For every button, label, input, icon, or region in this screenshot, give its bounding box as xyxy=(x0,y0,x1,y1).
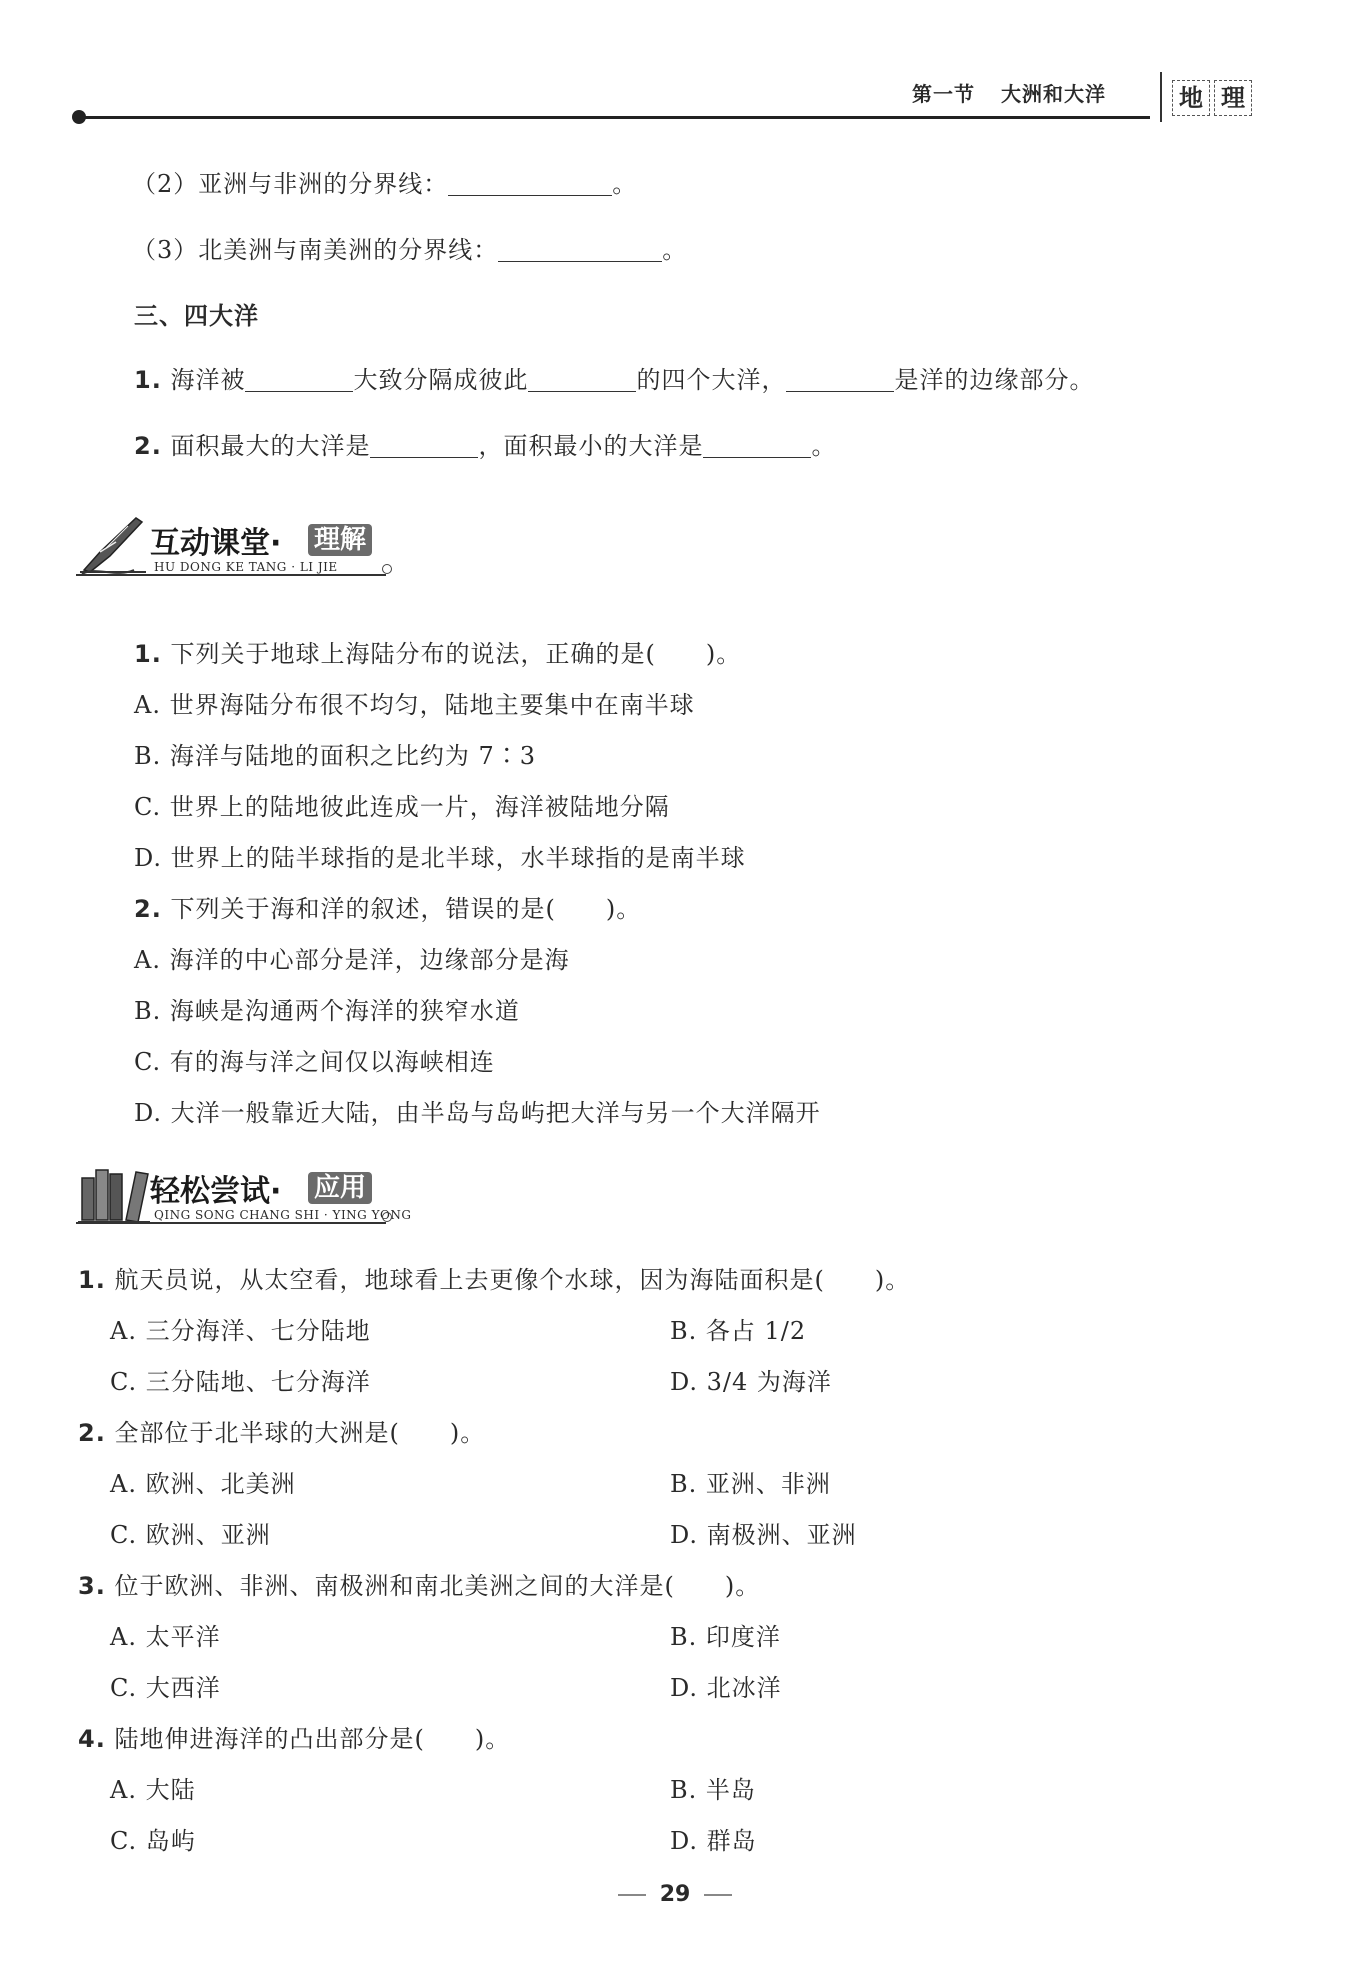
qingsong-q4-option-b[interactable]: B. 半岛 xyxy=(670,1776,756,1804)
qingsong-q4-stem: 4. 陆地伸进海洋的凸出部分是( )。 xyxy=(78,1725,511,1753)
section-label: 第一节 xyxy=(912,82,975,106)
hudong-q1-option-c[interactable]: C. 世界上的陆地彼此连成一片，海洋被陆地分隔 xyxy=(134,793,670,821)
section-title-oceans: 三、四大洋 xyxy=(134,302,259,330)
banner-title: 互动课堂· xyxy=(150,526,282,561)
hudong-q1-option-a[interactable]: A. 世界海陆分布很不均匀，陆地主要集中在南半球 xyxy=(134,691,695,719)
oceans-question-1: 1. 海洋被 大致分隔成彼此 的四个大洋， 是洋的边缘部分。 xyxy=(134,366,1095,394)
page-number-dash-left xyxy=(618,1894,646,1896)
qingsong-q2-option-d[interactable]: D. 南极洲、亚洲 xyxy=(670,1521,857,1549)
answer-blank[interactable] xyxy=(703,433,811,458)
banner-tag: 应用 xyxy=(308,1172,372,1204)
qingsong-q2-option-b[interactable]: B. 亚洲、非洲 xyxy=(670,1470,831,1498)
banner-title: 轻松尝试· xyxy=(150,1174,282,1209)
qingsong-q2-stem: 2. 全部位于北半球的大洲是( )。 xyxy=(78,1419,486,1447)
answer-blank[interactable] xyxy=(786,367,894,392)
qingsong-q4-option-d[interactable]: D. 群岛 xyxy=(670,1827,757,1855)
quill-pen-icon xyxy=(76,512,152,582)
banner-qingsong-changshi xyxy=(76,1160,412,1236)
subject-char-2: 理 xyxy=(1214,80,1252,116)
hudong-q1-option-b[interactable]: B. 海洋与陆地的面积之比约为 7∶3 xyxy=(134,742,537,770)
answer-blank[interactable] xyxy=(528,367,636,392)
subject-char-1: 地 xyxy=(1172,80,1210,116)
answer-blank[interactable] xyxy=(245,367,353,392)
oceans-question-2: 2. 面积最大的大洋是 ，面积最小的大洋是 。 xyxy=(134,432,837,460)
header-title xyxy=(912,78,1106,107)
qingsong-q2-option-a[interactable]: A. 欧洲、北美洲 xyxy=(110,1470,296,1498)
qingsong-q3-option-c[interactable]: C. 大西洋 xyxy=(110,1674,221,1702)
hudong-q2-option-d[interactable]: D. 大洋一般靠近大陆，由半岛与岛屿把大洋与另一个大洋隔开 xyxy=(134,1099,821,1127)
page-number-dash-right xyxy=(704,1894,732,1896)
qingsong-q1-option-d[interactable]: D. 3/4 为海洋 xyxy=(670,1368,832,1396)
subject-box xyxy=(1160,72,1258,122)
banner-underline xyxy=(76,1222,386,1224)
banner-underline xyxy=(76,574,386,576)
page-number: 29 xyxy=(0,1882,1350,1907)
chapter-label: 大洲和大洋 xyxy=(1001,82,1106,106)
qingsong-q1-stem: 1. 航天员说，从太空看，地球看上去更像个水球，因为海陆面积是( )。 xyxy=(78,1266,911,1294)
qingsong-q2-option-c[interactable]: C. 欧洲、亚洲 xyxy=(110,1521,271,1549)
qingsong-q3-option-b[interactable]: B. 印度洋 xyxy=(670,1623,781,1651)
hudong-q2-option-c[interactable]: C. 有的海与洋之间仅以海峡相连 xyxy=(134,1048,495,1076)
circle-ornament-icon xyxy=(382,564,392,574)
hudong-q2-option-a[interactable]: A. 海洋的中心部分是洋，边缘部分是海 xyxy=(134,946,570,974)
answer-blank[interactable] xyxy=(498,237,662,262)
fill-question-3: （3）北美洲与南美洲的分界线： 。 xyxy=(132,236,688,264)
qingsong-q3-option-d[interactable]: D. 北冰洋 xyxy=(670,1674,782,1702)
circle-ornament-icon xyxy=(382,1212,392,1222)
hudong-q1-option-d[interactable]: D. 世界上的陆半球指的是北半球，水半球指的是南半球 xyxy=(134,844,746,872)
hudong-q1-stem: 1. 下列关于地球上海陆分布的说法，正确的是( )。 xyxy=(134,640,742,668)
qingsong-q3-option-a[interactable]: A. 太平洋 xyxy=(110,1623,221,1651)
qingsong-q1-option-c[interactable]: C. 三分陆地、七分海洋 xyxy=(110,1368,371,1396)
fill-question-2: （2）亚洲与非洲的分界线： 。 xyxy=(132,170,638,198)
hudong-q2-option-b[interactable]: B. 海峡是沟通两个海洋的狭窄水道 xyxy=(134,997,520,1025)
books-icon xyxy=(76,1160,152,1230)
qingsong-q1-option-b[interactable]: B. 各占 1/2 xyxy=(670,1317,807,1345)
banner-subtitle: HU DONG KE TANG · LI JIE xyxy=(154,560,338,574)
qingsong-q3-stem: 3. 位于欧洲、非洲、南极洲和南北美洲之间的大洋是( )。 xyxy=(78,1572,761,1600)
header-rule xyxy=(80,116,1150,119)
hudong-q2-stem: 2. 下列关于海和洋的叙述，错误的是( )。 xyxy=(134,895,642,923)
qingsong-q4-option-a[interactable]: A. 大陆 xyxy=(110,1776,196,1804)
answer-blank[interactable] xyxy=(370,433,478,458)
qingsong-q4-option-c[interactable]: C. 岛屿 xyxy=(110,1827,196,1855)
banner-subtitle: QING SONG CHANG SHI · YING YONG xyxy=(154,1208,412,1222)
banner-hudong-ketang xyxy=(76,512,396,588)
banner-tag: 理解 xyxy=(308,524,372,556)
answer-blank[interactable] xyxy=(448,171,612,196)
qingsong-q1-option-a[interactable]: A. 三分海洋、七分陆地 xyxy=(110,1317,371,1345)
